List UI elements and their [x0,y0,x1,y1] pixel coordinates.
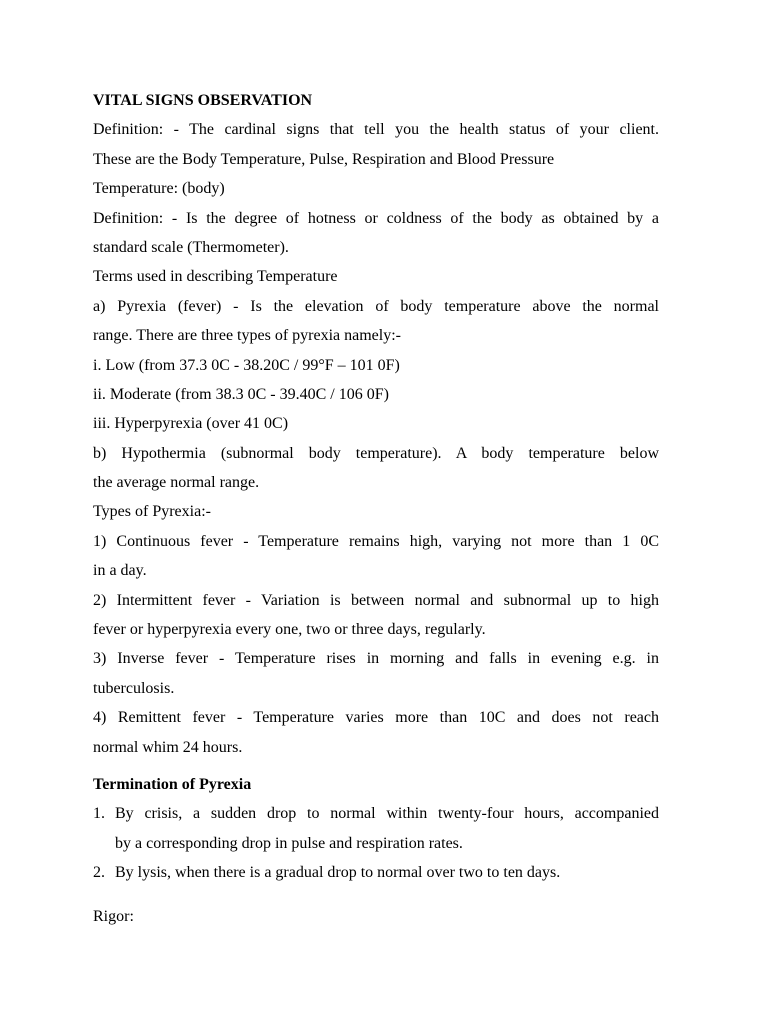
document-body [93,86,659,931]
termination-item-2-line-1: By lysis, when there is a gradual drop to normal over two to ten days. [115,864,561,882]
definition-line-1: Definition: - The cardinal signs that tell you the health status of your client. [93,121,659,139]
termination-heading: Termination of Pyrexia [93,775,252,793]
termination-item-1 [93,799,659,858]
terms-heading: Terms used in describing Temperature [93,268,338,286]
type4-line-1: 4) Remittent fever - Temperature varies more than 10C and does not reach [93,709,659,727]
definition-line-2: These are the Body Temperature, Pulse, Respiration and Blood Pressure [93,150,555,168]
type1-line-1: 1) Continuous fever - Temperature remains high, varying not more than 1 0C [93,532,659,550]
pyrexia-line-2: range. There are three types of pyrexia namely:- [93,327,401,345]
document-title: VITAL SIGNS OBSERVATION [93,92,313,109]
temperature-definition-line-2: standard scale (Thermometer). [93,238,289,256]
pyrexia-low: i. Low (from 37.3 0C - 38.20C / 99°F – 101 0F) [93,356,400,374]
temperature-heading: Temperature: (body) [93,180,225,198]
pyrexia-hyper: iii. Hyperpyrexia (over 41 0C) [93,415,289,433]
temperature-definition-line-1: Definition: - Is the degree of hotness or coldness of the body as obtained by a [93,209,659,227]
types-heading: Types of Pyrexia:- [93,503,211,521]
termination-item-1-line-2: by a corresponding drop in pulse and respiration rates. [115,834,463,852]
termination-item-1-line-1: By crisis, a sudden drop to normal within twenty-four hours, accompanied [115,805,659,823]
termination-item-number: 2. [93,864,105,882]
hypothermia-line-2: the average normal range. [93,474,260,492]
termination-item-2 [93,858,659,887]
type2-line-1: 2) Intermittent fever - Variation is between normal and subnormal up to high [93,591,659,609]
pyrexia-line-1: a) Pyrexia (fever) - Is the elevation of body temperature above the normal [93,297,659,315]
type4-line-2: normal whim 24 hours. [93,738,243,756]
type1-line-2: in a day. [93,562,147,580]
rigor-heading: Rigor: [93,907,134,925]
type3-line-1: 3) Inverse fever - Temperature rises in morning and falls in evening e.g. in [93,650,659,668]
type2-line-2: fever or hyperpyrexia every one, two or three days, regularly. [93,621,486,639]
type3-line-2: tuberculosis. [93,679,175,697]
termination-item-number: 1. [93,805,105,823]
pyrexia-moderate: ii. Moderate (from 38.3 0C - 39.40C / 106 0F) [93,385,389,403]
hypothermia-line-1: b) Hypothermia (subnormal body temperature). A body temperature below [93,444,659,462]
